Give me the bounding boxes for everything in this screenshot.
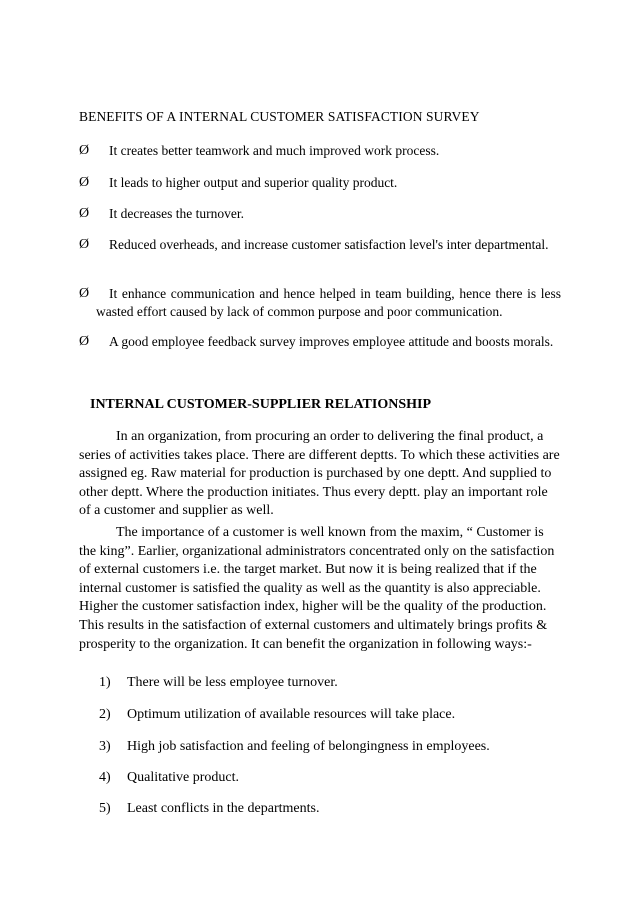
bullet-item xyxy=(79,142,561,160)
list-text: Optimum utilization of available resources will take place. xyxy=(127,707,456,722)
bullet-text: A good employee feedback survey improves employee attitude and boosts morals. xyxy=(109,334,554,349)
bullet-text: It decreases the turnover. xyxy=(109,206,244,221)
bullet-item xyxy=(79,174,561,192)
bullet-marker: Ø xyxy=(79,175,90,190)
paragraph: In an organization, from procuring an order to delivering the final product, a series of activities takes place. There are different deptts. To which these activities are assigned eg. Raw material for production is purchased by one deptt. And supplied to other deptt. Where the production initiates. Thus every deptt. play an important role of a customer and supplier as well. xyxy=(79,429,560,519)
list-text: High job satisfaction and feeling of belongingness in employees. xyxy=(127,739,490,754)
list-number: 5) xyxy=(99,801,111,816)
bullet-text: It leads to higher output and superior quality product. xyxy=(109,175,398,190)
bullet-item xyxy=(79,285,561,321)
bullet-marker: Ø xyxy=(79,143,90,158)
bullet-text: Reduced overheads, and increase customer satisfaction level's inter departmental. xyxy=(109,237,549,252)
paragraph: The importance of a customer is well known from the maxim, “ Customer is the king”. Earlier, organizational administrators concentrated only on the satisfaction of external customers i.e. the target market. But now it is being realized that if the internal customer is satisfied the quality as well as the quantity is also appreciable. Higher the customer satisfaction index, higher will be the quality of the production. This results in the satisfaction of external customers and ultimately brings profits & prosperity to the organization. It can benefit the organization in following ways:- xyxy=(79,525,555,652)
relationship-heading: INTERNAL CUSTOMER-SUPPLIER RELATIONSHIP xyxy=(90,397,431,412)
list-number: 2) xyxy=(99,707,111,722)
bullet-marker: Ø xyxy=(79,286,90,301)
list-number: 4) xyxy=(99,770,111,785)
bullet-item xyxy=(79,205,561,223)
list-item xyxy=(99,739,490,755)
list-text: Qualitative product. xyxy=(127,770,239,785)
list-item xyxy=(99,707,455,723)
list-text: There will be less employee turnover. xyxy=(127,675,338,690)
benefits-heading: BENEFITS OF A INTERNAL CUSTOMER SATISFACTION SURVEY xyxy=(79,109,480,124)
bullet-marker: Ø xyxy=(79,334,90,349)
list-item xyxy=(99,801,319,817)
list-item xyxy=(99,675,338,691)
list-text: Least conflicts in the departments. xyxy=(127,801,320,816)
bullet-text: It enhance communication and hence helped in team building, hence there is less wasted effort caused by lack of common purpose and poor communication. xyxy=(96,286,561,319)
bullet-text: It creates better teamwork and much improved work process. xyxy=(109,143,440,158)
bullet-marker: Ø xyxy=(79,206,90,221)
list-number: 1) xyxy=(99,675,111,690)
list-item xyxy=(99,770,239,786)
list-number: 3) xyxy=(99,739,111,754)
bullet-item xyxy=(79,333,561,351)
bullet-marker: Ø xyxy=(79,237,90,252)
bullet-item xyxy=(79,236,561,254)
